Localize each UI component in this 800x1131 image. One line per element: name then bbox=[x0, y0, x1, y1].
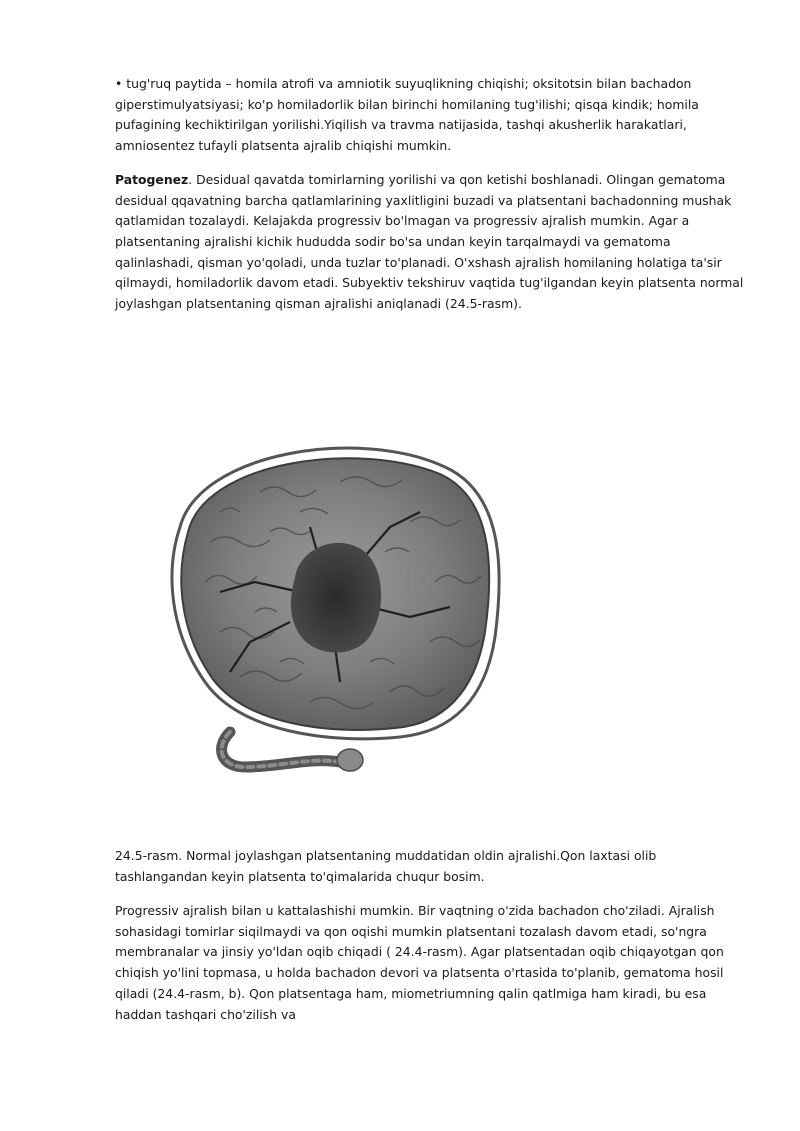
document-body bbox=[115, 74, 745, 315]
bullet-marker: • bbox=[115, 76, 123, 91]
placenta-illustration bbox=[160, 432, 520, 792]
patogenez-label: Patogenez bbox=[115, 171, 189, 187]
patogenez-paragraph bbox=[115, 170, 745, 315]
progress-paragraph: Progressiv ajralish bilan u kattalashishi mumkin. Bir vaqtning o'zida bachadon cho'ziladi. Ajralish sohasidagi tomirlar siqilmaydi va qon oqishi mumkin platsentani tozalash davom etadi, so'ngra membranalar va jinsiy yo'ldan oqib chiqadi ( 24.4-rasm). Agar platsentadan oqib chiqayotgan qon chiqish yo'lini topmasa, u holda bachadon devori va platsenta o'rtasida to'planib, gematoma hosil qiladi (24.4-rasm, b). Qon platsentaga ham, miometriumning qalin qatlmiga ham kiradi, bu esa haddan tashqari cho'zilish va bbox=[115, 903, 724, 1022]
bullet-paragraph bbox=[115, 74, 745, 157]
figure-caption: 24.5-rasm. Normal joylashgan platsentaning muddatidan oldin ajralishi.Qon laxtasi olib tashlangandan keyin platsenta to'qimalarida chuqur bosim. bbox=[115, 848, 657, 884]
bullet-text: tug'ruq paytida – homila atrofi va amniotik suyuqlikning chiqishi; oksitotsin bilan bachadon giperstimulyatsiyasi; ko'p homiladorlik bilan birinchi homilaning tug'ilishi; qisqa kindik; homila pufagining kechiktirilgan yorilishi.Yiqilish va travma natijasida, tashqi akusherlik harakatlari, amniosentez tufayli platsenta ajralib chiqishi mumkin. bbox=[115, 76, 699, 154]
patogenez-text: . Desidual qavatda tomirlarning yorilishi va qon ketishi boshlanadi. Olingan gematoma desidual qqavatning barcha qatlamlarining yaxlitligini buzadi va platsentani bachadonning mushak qatlamidan tozalaydi. Kelajakda progressiv bo'lmagan va progressiv ajralish mumkin. Agar a platsentaning ajralishi kichik hududda sodir bo'sa undan keyin tarqalmaydi va gematoma qalinlashadi, qisman yo'qoladi, unda tuzlar to'planadi. O'xshash ajralish homilaning holatiga ta'sir qilmaydi, homiladorlik davom etadi. Subyektiv tekshiruv vaqtida tug'ilgandan keyin platsenta normal joylashgan platsentaning qisman ajralishi aniqlanadi (24.5-rasm). bbox=[115, 171, 744, 312]
